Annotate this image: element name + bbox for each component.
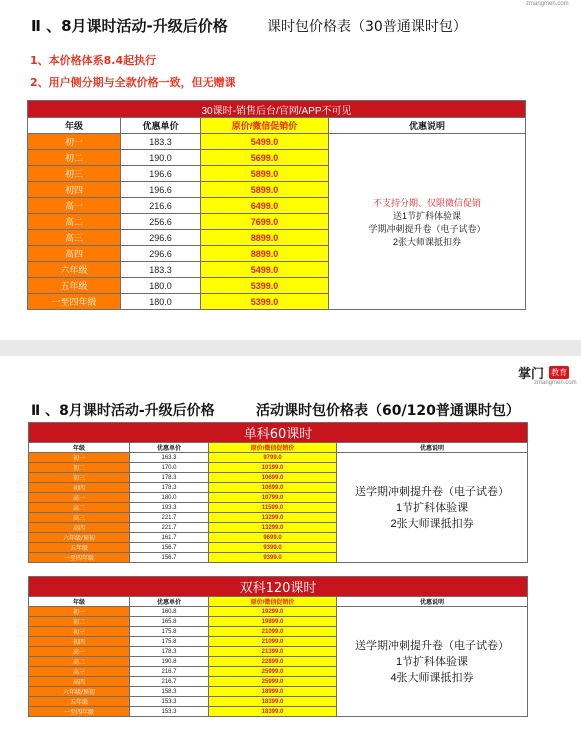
grade-cell: 初二 <box>29 463 130 473</box>
unit-price-cell: 221.7 <box>130 523 209 533</box>
grade-cell: 高二 <box>28 214 121 230</box>
price-cell: 5899.0 <box>201 166 329 182</box>
grade-cell: 高一 <box>28 198 121 214</box>
unit-price-cell: 163.3 <box>130 453 209 463</box>
grade-cell: 高一 <box>29 647 130 657</box>
header-offer-desc: 优惠说明 <box>329 118 526 134</box>
header-grade: 年级 <box>29 597 130 607</box>
grade-cell: 六年级/预初 <box>29 533 130 543</box>
unit-price-cell: 183.3 <box>121 262 201 278</box>
offer-line: 1节扩科体验课 <box>395 501 469 514</box>
price-cell: 5699.0 <box>201 150 329 166</box>
unit-price-cell: 196.6 <box>121 182 201 198</box>
unit-price-cell: 158.3 <box>130 687 209 697</box>
grade-cell: 一至四年级 <box>28 294 121 310</box>
unit-price-cell: 178.3 <box>130 483 209 493</box>
grade-cell: 高三 <box>28 230 121 246</box>
price-cell: 25999.0 <box>209 677 337 687</box>
price-cell: 10799.0 <box>209 493 337 503</box>
unit-price-cell: 156.7 <box>130 553 209 563</box>
unit-price-cell: 156.7 <box>130 543 209 553</box>
offer-line: 送学期冲刺提升卷（电子试卷） <box>355 485 510 498</box>
unit-price-cell: 190.0 <box>121 150 201 166</box>
price-cell: 18399.0 <box>209 707 337 717</box>
price-cell: 21099.0 <box>209 627 337 637</box>
grade-cell: 高一 <box>29 493 130 503</box>
page-title <box>31 400 520 420</box>
grade-cell: 初三 <box>29 627 130 637</box>
price-cell: 8899.0 <box>201 246 329 262</box>
offer-description <box>337 453 528 563</box>
grade-cell: 一至四年级 <box>29 553 130 563</box>
header-grade: 年级 <box>29 443 130 453</box>
table-row <box>28 134 526 150</box>
unit-price-cell: 190.8 <box>130 657 209 667</box>
price-cell: 9699.0 <box>209 533 337 543</box>
banner-row <box>29 577 528 597</box>
price-table-30 <box>27 100 526 310</box>
header-offer-desc: 优惠说明 <box>337 443 528 453</box>
unit-price-cell: 256.6 <box>121 214 201 230</box>
document-page-1 <box>0 0 581 340</box>
grade-cell: 初四 <box>29 483 130 493</box>
grade-cell: 初四 <box>28 182 121 198</box>
unit-price-cell: 216.7 <box>130 677 209 687</box>
grade-cell: 一至四年级 <box>29 707 130 717</box>
unit-price-cell: 180.0 <box>130 493 209 503</box>
grade-cell: 初二 <box>29 617 130 627</box>
offer-line: 4张大师课抵扣券 <box>390 671 474 684</box>
header-row <box>28 118 526 134</box>
title-main: Ⅱ 、8月课时活动-升级后价格 <box>31 403 215 419</box>
header-unit-price: 优惠单价 <box>121 118 201 134</box>
grade-cell: 初一 <box>28 134 121 150</box>
note-1: 1、本价格体系8.4起执行 <box>30 54 157 67</box>
page-title <box>31 15 467 36</box>
header-unit-price: 优惠单价 <box>130 443 209 453</box>
unit-price-cell: 153.3 <box>130 697 209 707</box>
grade-cell: 初一 <box>29 453 130 463</box>
unit-price-cell: 170.0 <box>130 463 209 473</box>
unit-price-cell: 296.6 <box>121 246 201 262</box>
header-original-price: 原价/微信促销价 <box>209 597 337 607</box>
grade-cell: 高四 <box>29 677 130 687</box>
grade-cell: 高三 <box>29 513 130 523</box>
table-banner: 单科60课时 <box>29 423 528 443</box>
header-row <box>29 443 528 453</box>
unit-price-cell: 196.6 <box>121 166 201 182</box>
watermark: zmangmen.com <box>534 380 577 386</box>
unit-price-cell: 161.7 <box>130 533 209 543</box>
price-cell: 13299.0 <box>209 523 337 533</box>
grade-cell: 初三 <box>29 473 130 483</box>
price-cell: 13299.0 <box>209 513 337 523</box>
banner-row <box>29 423 528 443</box>
header-offer-desc: 优惠说明 <box>337 597 528 607</box>
grade-cell: 高四 <box>28 246 121 262</box>
unit-price-cell: 165.8 <box>130 617 209 627</box>
unit-price-cell: 193.3 <box>130 503 209 513</box>
grade-cell: 六年级 <box>28 262 121 278</box>
unit-price-cell: 175.8 <box>130 627 209 637</box>
price-cell: 18399.0 <box>209 697 337 707</box>
price-cell: 7699.0 <box>201 214 329 230</box>
price-cell: 10699.0 <box>209 473 337 483</box>
price-cell: 9399.0 <box>209 553 337 563</box>
offer-restriction: 不支持分期、仅限微信促销 <box>373 197 482 208</box>
price-table-120 <box>28 576 528 717</box>
unit-price-cell: 178.3 <box>130 647 209 657</box>
unit-price-cell: 180.0 <box>121 294 201 310</box>
price-cell: 10699.0 <box>209 483 337 493</box>
header-unit-price: 优惠单价 <box>130 597 209 607</box>
grade-cell: 六年级/预初 <box>29 687 130 697</box>
grade-cell: 高四 <box>29 523 130 533</box>
price-cell: 8899.0 <box>201 230 329 246</box>
logo-text: 掌门 <box>518 367 545 382</box>
grade-cell: 五年级 <box>28 278 121 294</box>
grade-cell: 初四 <box>29 637 130 647</box>
table-row <box>29 607 528 617</box>
offer-line: 2张大师课抵扣券 <box>393 236 462 247</box>
offer-description <box>329 134 526 310</box>
price-cell: 5499.0 <box>201 134 329 150</box>
price-cell: 5899.0 <box>201 182 329 198</box>
price-cell: 21099.0 <box>209 637 337 647</box>
price-cell: 5399.0 <box>201 278 329 294</box>
grade-cell: 五年级 <box>29 543 130 553</box>
table-banner: 30课时-销售后台/官网/APP不可见 <box>28 101 526 118</box>
header-original-price: 原价/微信促销价 <box>201 118 329 134</box>
price-cell: 9799.0 <box>209 453 337 463</box>
grade-cell: 高二 <box>29 657 130 667</box>
title-sub: 课时包价格表（30普通课时包） <box>267 19 467 35</box>
logo-badge: 教育 <box>551 368 568 377</box>
unit-price-cell: 183.3 <box>121 134 201 150</box>
banner-row <box>28 101 526 118</box>
header-row <box>29 597 528 607</box>
price-table-60 <box>28 422 528 563</box>
price-cell: 11599.0 <box>209 503 337 513</box>
price-cell: 10199.0 <box>209 463 337 473</box>
price-cell: 9399.0 <box>209 543 337 553</box>
unit-price-cell: 180.0 <box>121 278 201 294</box>
price-cell: 5499.0 <box>201 262 329 278</box>
unit-price-cell: 160.8 <box>130 607 209 617</box>
price-cell: 19899.0 <box>209 617 337 627</box>
table-row <box>29 453 528 463</box>
price-cell: 6499.0 <box>201 198 329 214</box>
offer-line: 1节扩科体验课 <box>395 655 469 668</box>
grade-cell: 初二 <box>28 150 121 166</box>
offer-line: 送1节扩科体验课 <box>393 210 462 221</box>
price-cell: 22899.0 <box>209 657 337 667</box>
unit-price-cell: 216.6 <box>121 198 201 214</box>
header-original-price: 原价/微信促销价 <box>209 443 337 453</box>
grade-cell: 高二 <box>29 503 130 513</box>
table-banner: 双科120课时 <box>29 577 528 597</box>
grade-cell: 初一 <box>29 607 130 617</box>
offer-line: 2张大师课抵扣券 <box>390 517 474 530</box>
price-cell: 18999.0 <box>209 687 337 697</box>
price-cell: 25999.0 <box>209 667 337 677</box>
unit-price-cell: 153.3 <box>130 707 209 717</box>
offer-line: 送学期冲刺提升卷（电子试卷） <box>355 639 509 652</box>
title-sub: 活动课时包价格表（60/120普通课时包） <box>256 403 520 419</box>
offer-description <box>337 607 528 717</box>
watermark: zmangmen.com <box>526 1 569 7</box>
note-2: 2、用户侧分期与全款价格一致，但无赠课 <box>30 76 236 89</box>
unit-price-cell: 296.6 <box>121 230 201 246</box>
title-main: Ⅱ 、8月课时活动-升级后价格 <box>31 17 228 35</box>
price-cell: 5399.0 <box>201 294 329 310</box>
grade-cell: 五年级 <box>29 697 130 707</box>
price-cell: 21399.0 <box>209 647 337 657</box>
grade-cell: 高三 <box>29 667 130 677</box>
grade-cell: 初三 <box>28 166 121 182</box>
unit-price-cell: 216.7 <box>130 667 209 677</box>
offer-line: 学期冲刺提升卷（电子试卷） <box>368 223 486 234</box>
unit-price-cell: 221.7 <box>130 513 209 523</box>
brand-logo <box>518 362 569 382</box>
price-cell: 19299.0 <box>209 607 337 617</box>
unit-price-cell: 178.3 <box>130 473 209 483</box>
unit-price-cell: 175.8 <box>130 637 209 647</box>
header-grade: 年级 <box>28 118 121 134</box>
document-page-2 <box>0 356 581 738</box>
